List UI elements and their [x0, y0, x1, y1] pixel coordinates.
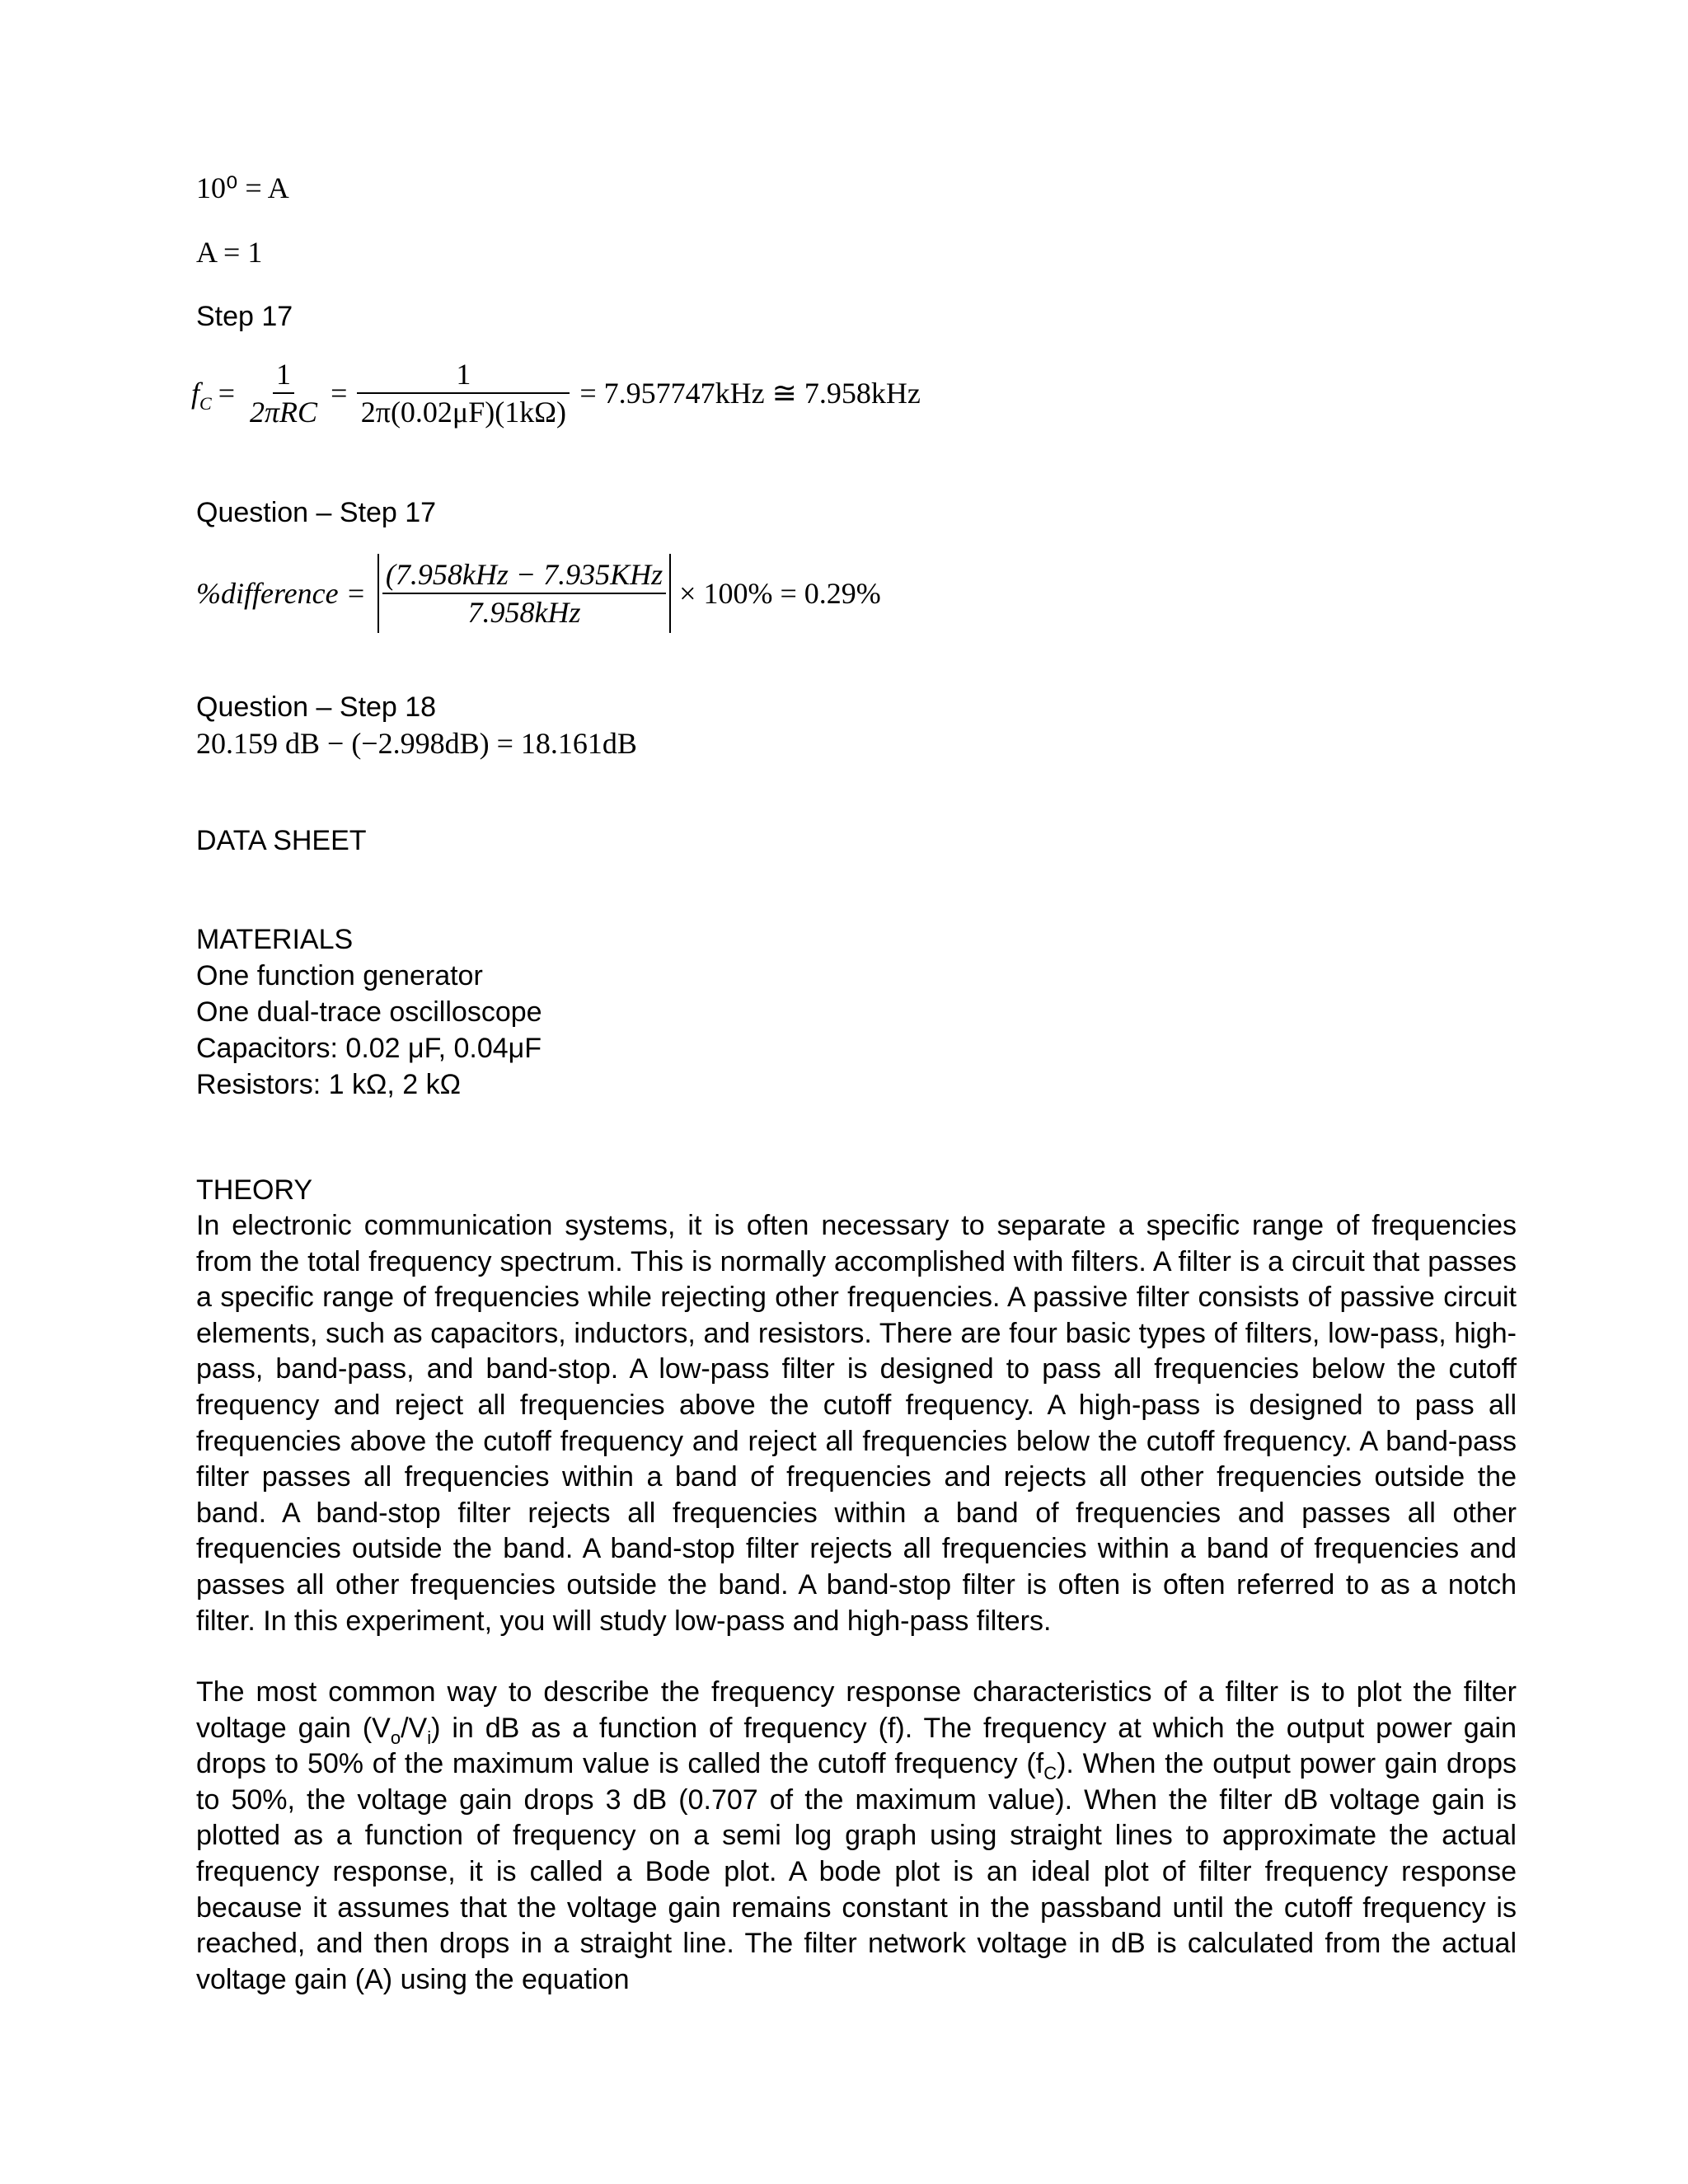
materials-item: One function generator — [196, 960, 483, 991]
materials-item: One dual-trace oscilloscope — [196, 996, 542, 1028]
theory-paragraph-2: The most common way to describe the frequency response characteristics of a filter is to plot the filter voltage gain $(V_o/V_i)$ in dB as a function of frequency (f). The frequency at which the output power gain drops to 50% of the maximum value is called the cutoff frequency $(f_C)$. When the output power gain drops to 50%, the voltage gain drops 3 dB (0.707 of the maximum value). When the filter dB voltage gain is plotted as a function of frequency on a semi log graph using straight lines to approximate the actual frequency response, it is called a Bode plot. A bode plot is an ideal plot of filter frequency response because it assumes that the voltage gain remains constant in the passband until the cutoff frequency is reached, and then drops in a straight line. The filter network voltage in dB is calculated from the actual voltage gain (A) using the equation — [196, 1676, 1517, 1995]
equals-sign: = — [218, 377, 236, 410]
fraction-substituted-values: $\frac{1}{2\pi(0.02\mu F)(1k\Omega)}$ — [357, 356, 570, 430]
step17-label: Step 17 — [196, 301, 293, 332]
abs-bar-left — [377, 554, 379, 633]
percent-difference-result: × 100% = 0.29% — [679, 577, 881, 610]
materials-heading: MATERIALS — [196, 924, 354, 955]
cutoff-result: = 7.957747kHz ≅ 7.958kHz — [579, 377, 921, 410]
cutoff-frequency-equation — [191, 356, 921, 430]
theory-heading: THEORY — [196, 1174, 313, 1206]
fraction-1-over-2pirc: $\frac{1}{\text{2πRC}}$ — [250, 358, 318, 429]
step18-equation: 20.159 dB − (−2.998dB) = 18.161dB — [196, 727, 637, 760]
materials-list — [196, 958, 542, 1103]
percent-difference-equation — [196, 554, 881, 633]
abs-bar-right — [669, 554, 671, 633]
data-sheet-heading: DATA SHEET — [196, 825, 367, 856]
fc-symbol: $f_C$ — [191, 377, 212, 415]
question-step18-label: Question – Step 18 — [196, 691, 437, 723]
percent-difference-fraction: $\frac{\text{(7.958kHz − 7.935KHz}}{\text{7.958kHz}}$ — [382, 556, 666, 630]
percent-difference-lhs: %difference = — [196, 577, 366, 610]
equation-10-power-0: 10⁰ = A — [196, 171, 289, 204]
equals-sign: = — [331, 377, 348, 410]
materials-item: Resistors: 1 kΩ, 2 kΩ — [196, 1069, 462, 1100]
materials-item: Capacitors: 0.02 μF, 0.04μF — [196, 1033, 542, 1064]
question-step17-label: Question – Step 17 — [196, 497, 437, 528]
equation-a-equals-1: A = 1 — [196, 236, 263, 269]
theory-paragraph-1: In electronic communication systems, it is often necessary to separate a specific range of frequencies from the total frequency spectrum. This is normally accomplished with filters. A filter is a circuit that passes a specific range of frequencies while rejecting other frequencies. A passive filter consists of passive circuit elements, such as capacitors, inductors, and resistors. There are four basic types of filters, low-pass, high-pass, band-pass, and band-stop. A low-pass filter is designed to pass all frequencies below the cutoff frequency and reject all frequencies above the cutoff frequency. A high-pass is designed to pass all frequencies above the cutoff frequency and reject all frequencies below the cutoff frequency. A band-pass filter passes all frequencies within a band of frequencies and rejects all other frequencies outside the band. A band-stop filter rejects all frequencies within a band of frequencies and passes all other frequencies outside the band. A band-stop filter rejects all frequencies within a band of frequencies and passes all other frequencies outside the band. A band-stop filter is often is often referred to as a notch filter. In this experiment, you will study low-pass and high-pass filters. — [196, 1210, 1517, 1637]
